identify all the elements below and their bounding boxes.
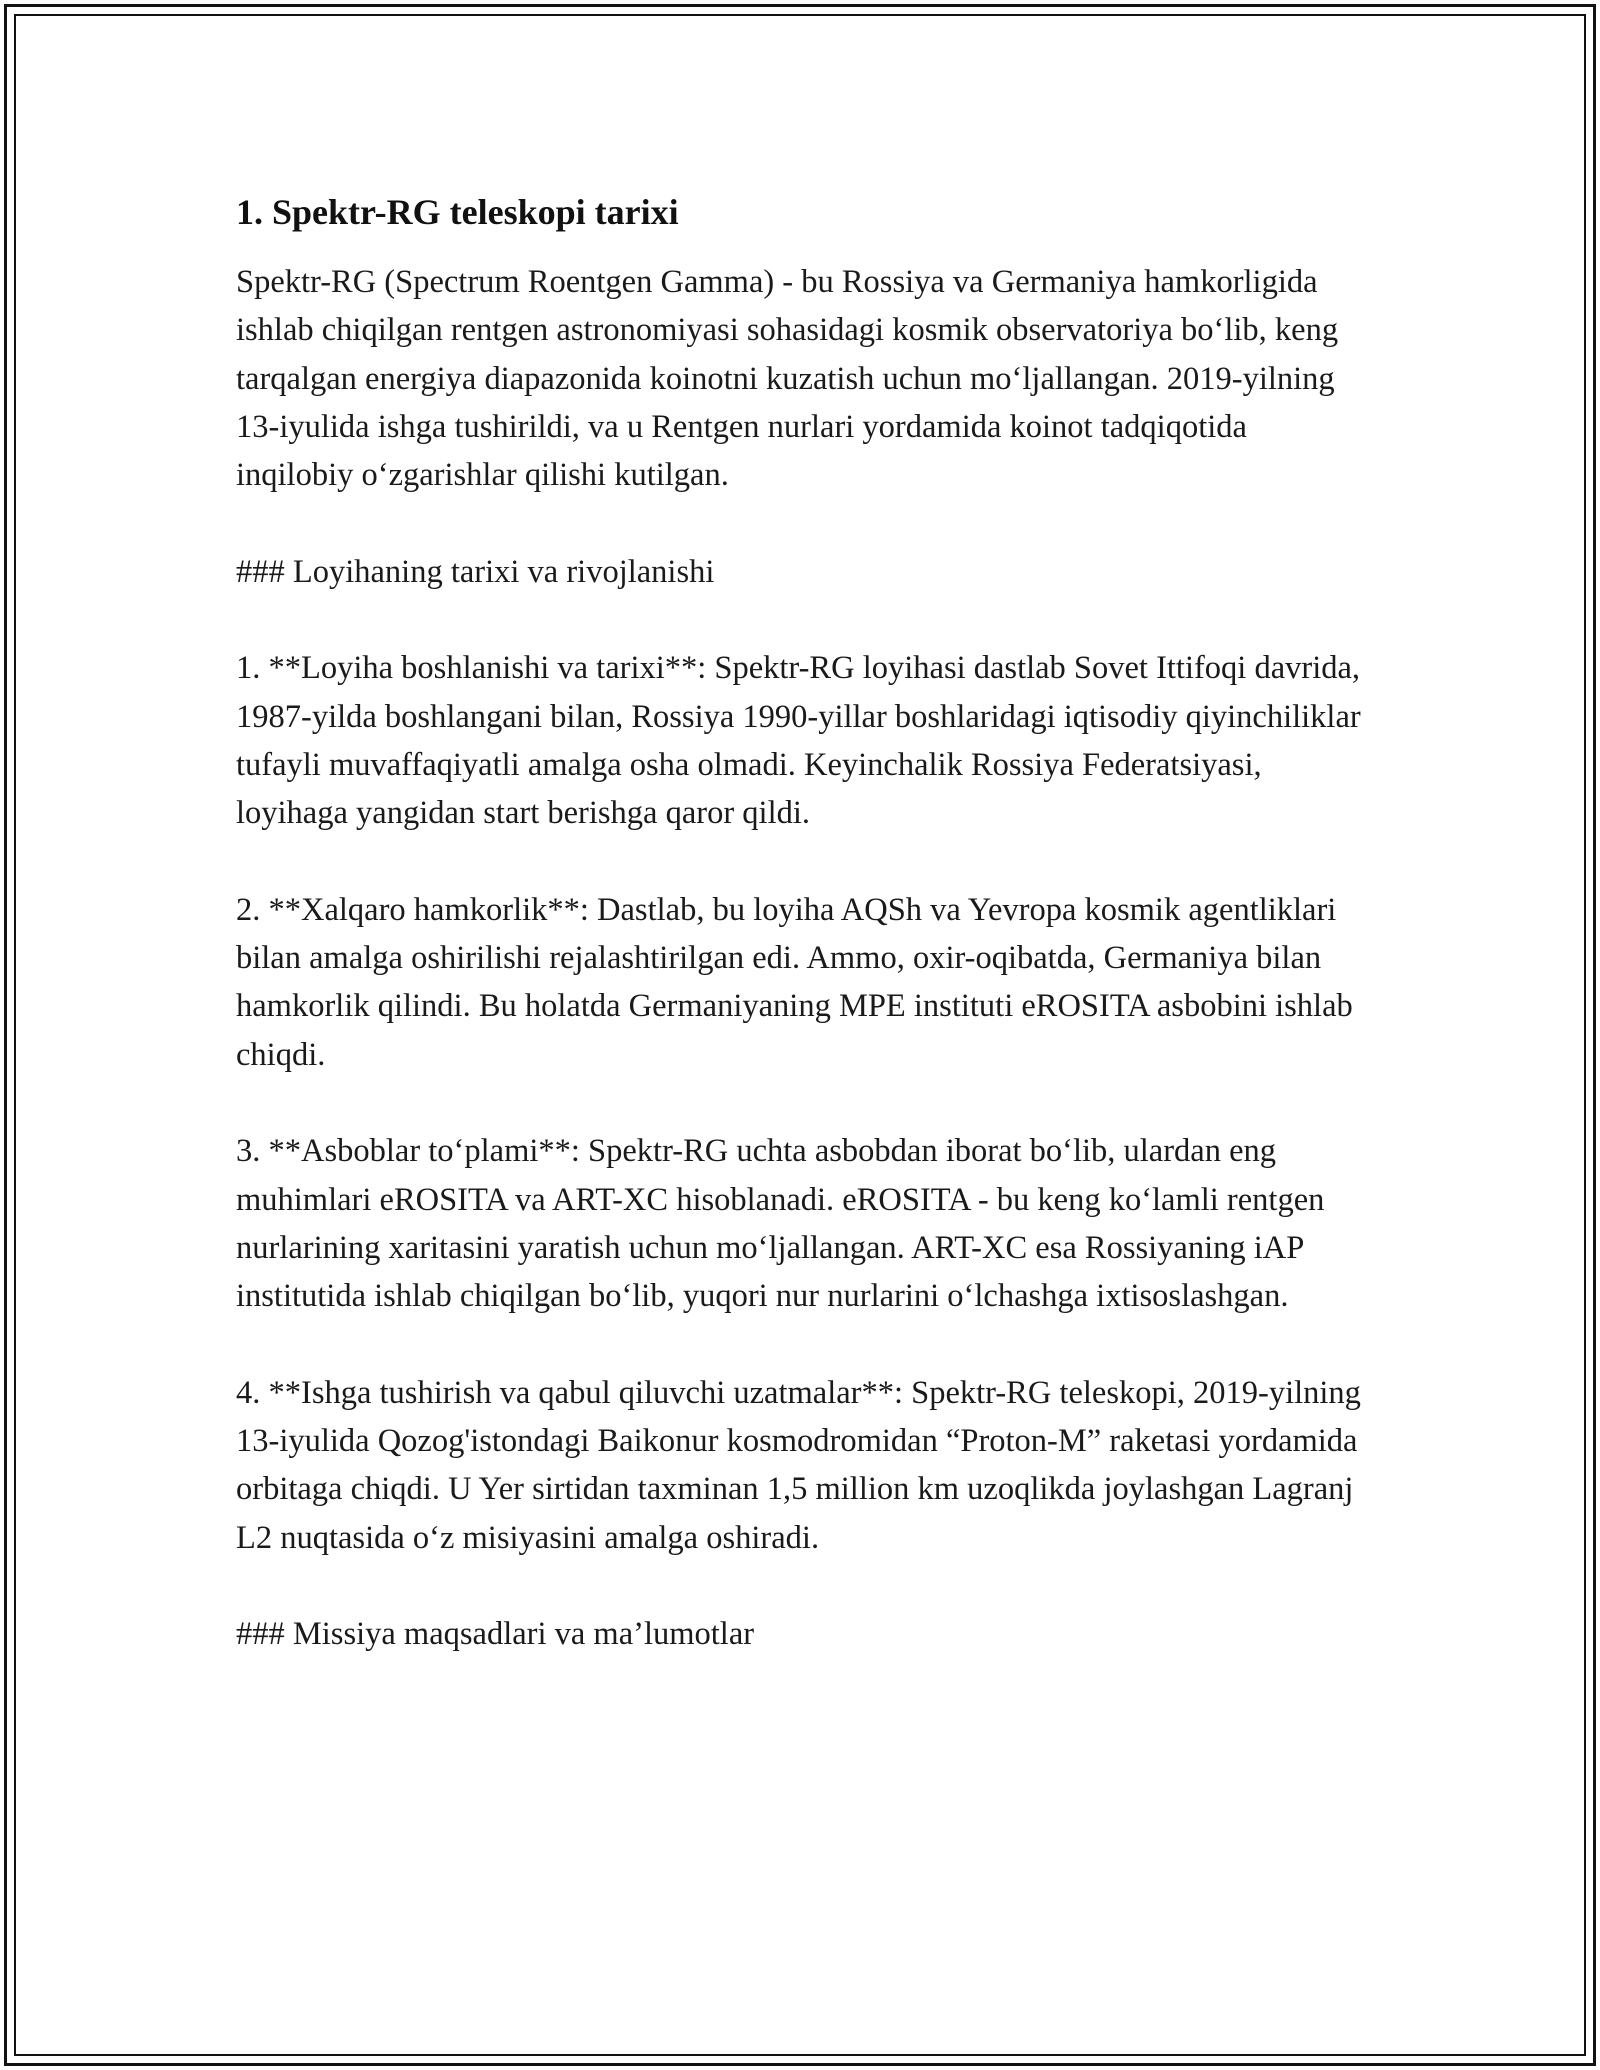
- list-item-project-start: 1. **Loyiha boshlanishi va tarixi**: Spektr-RG loyihasi dastlab Sovet Ittifoqi davrida, 1987-yilda boshlangani bilan, Rossiya 1990-yillar boshlaridagi iqtisodiy qiyinchiliklar tufayli muvaffaqiyatli amalga osha olmadi. Keyinchalik Rossiya Federatsiyasi, loyihaga yangidan start berishga qaror qildi.: [236, 650, 1361, 832]
- list-item-launch: 4. **Ishga tushirish va qabul qiluvchi uzatmalar**: Spektr-RG teleskopi, 2019-yilning 13-iyulida Qozog'istondagi Baikonur kosmodromidan “Proton-M” raketasi yordamida orbitaga chiqdi. U Yer sirtidan taxminan 1,5 million km uzoqlikda joylashgan Lagranj L2 nuqtasida o‘z misiyasini amalga oshiradi.: [236, 1374, 1361, 1556]
- section-heading-mission-goals: ### Missiya maqsadlari va ma’lumotlar: [236, 1616, 755, 1653]
- page-title: 1. Spektr-RG teleskopi tarixi: [236, 192, 679, 232]
- list-item-instruments: 3. **Asboblar to‘plami**: Spektr-RG uchta asbobdan iborat bo‘lib, ulardan eng muhimlari eROSITA va ART-XC hisoblanadi. eROSITA - bu keng ko‘lamli rentgen nurlarining xaritasini yaratish uchun mo‘ljallangan. ART-XC esa Rossiyaning iAP institutida ishlab chiqilgan bo‘lib, yuqori nur nurlarini o‘lchashga ixtisoslashgan.: [236, 1133, 1325, 1315]
- list-item-international-cooperation: 2. **Xalqaro hamkorlik**: Dastlab, bu loyiha AQSh va Yevropa kosmik agentliklari bilan amalga oshirilishi rejalashtirilgan edi. Ammo, oxir-oqibatda, Germaniya bilan hamkorlik qilindi. Bu holatda Germaniyaning MPE instituti eROSITA asbobini ishlab chiqdi.: [236, 891, 1353, 1073]
- intro-paragraph: Spektr-RG (Spectrum Roentgen Gamma) - bu Rossiya va Germaniya hamkorligida ishlab chiqilgan rentgen astronomiyasi sohasidagi kosmik observatoriya bo‘lib, keng tarqalgan energiya diapazonida koinotni kuzatish uchun mo‘ljallangan. 2019-yilning 13-iyulida ishga tushirildi, va u Rentgen nurlari yordamida koinot tadqiqotida inqilobiy o‘zgarishlar qilishi kutilgan.: [236, 264, 1339, 494]
- document-body: [236, 180, 1366, 1707]
- section-heading-history: ### Loyihaning tarixi va rivojlanishi: [236, 553, 715, 590]
